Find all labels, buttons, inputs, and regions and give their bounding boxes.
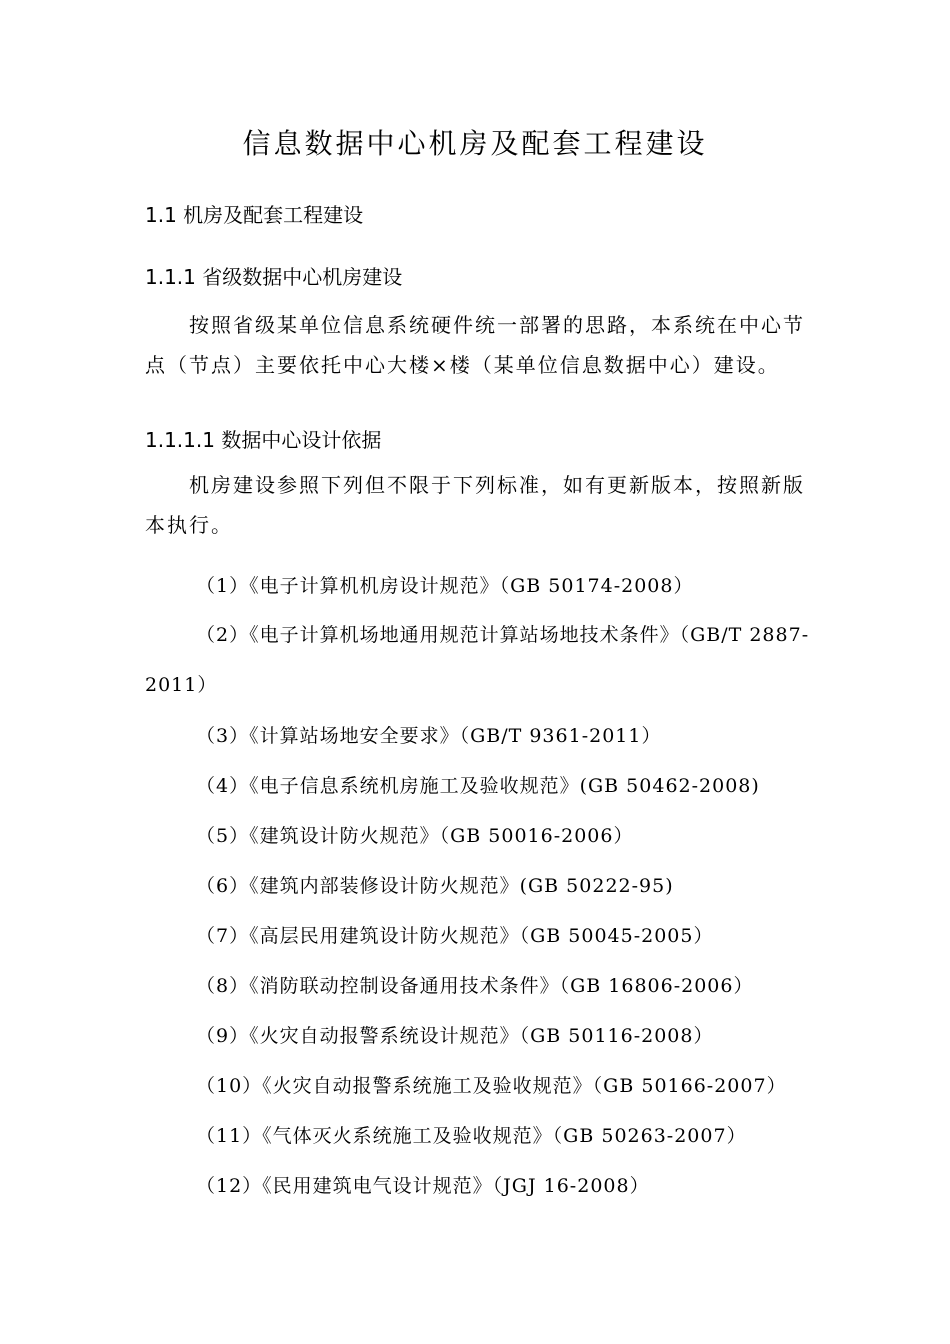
paragraph-deployment	[145, 305, 810, 385]
reference-item: （5）《建筑设计防火规范》（GB 50016-2006）	[196, 825, 634, 847]
reference-item: （10）《火灾自动报警系统施工及验收规范》（GB 50166-2007）	[196, 1075, 787, 1097]
section-heading-1-1-1-1: 1.1.1.1 数据中心设计依据	[145, 428, 382, 452]
document-title: 信息数据中心机房及配套工程建设	[242, 127, 708, 160]
reference-item: （11）《气体灭火系统施工及验收规范》（GB 50263-2007）	[196, 1125, 747, 1147]
reference-item: （9）《火灾自动报警系统设计规范》（GB 50116-2008）	[196, 1025, 714, 1047]
reference-item: （6）《建筑内部装修设计防火规范》(GB 50222-95)	[196, 875, 674, 897]
paragraph-standards	[145, 465, 810, 545]
section-heading-1-1-1: 1.1.1 省级数据中心机房建设	[145, 265, 403, 289]
reference-item-text: （2）《电子计算机场地通用规范计算站场地技术条件》（GB/T 2887-2011）	[145, 624, 810, 696]
reference-item: （8）《消防联动控制设备通用技术条件》（GB 16806-2006）	[196, 975, 754, 997]
paragraph-deployment-text: 按照省级某单位信息系统硬件统一部署的思路，本系统在中心节点（节点）主要依托中心大楼×楼（某单位信息数据中心）建设。	[145, 313, 805, 377]
reference-item: （4）《电子信息系统机房施工及验收规范》(GB 50462-2008)	[196, 775, 760, 797]
reference-item: （3）《计算站场地安全要求》（GB/T 9361-2011）	[196, 725, 662, 747]
reference-item: （7）《高层民用建筑设计防火规范》（GB 50045-2005）	[196, 925, 714, 947]
section-heading-1-1: 1.1 机房及配套工程建设	[145, 203, 364, 227]
paragraph-standards-text: 机房建设参照下列但不限于下列标准，如有更新版本，按照新版本执行。	[145, 473, 805, 537]
reference-item: （12）《民用建筑电气设计规范》（JGJ 16-2008）	[196, 1175, 650, 1197]
reference-item: （1）《电子计算机机房设计规范》（GB 50174-2008）	[196, 575, 694, 597]
reference-item	[145, 610, 810, 710]
